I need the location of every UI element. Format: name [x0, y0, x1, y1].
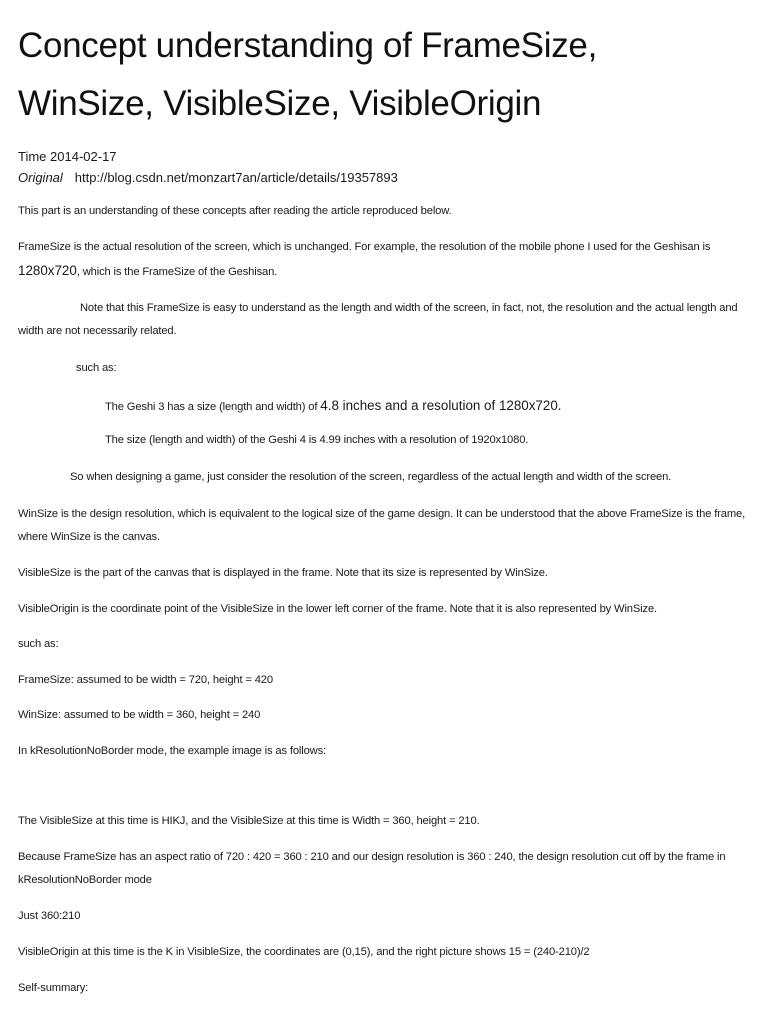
- framesize-text-a: FrameSize is the actual resolution of the screen, which is unchanged. For example, the resolution of the mobile phone I used for the Geshisan is: [18, 241, 711, 253]
- article-title-line-2: WinSize, VisibleSize, VisibleOrigin: [18, 84, 542, 123]
- paragraph-winsize-example: WinSize: assumed to be width = 360, height = 240: [18, 709, 261, 721]
- paragraph-visibleorigin: VisibleOrigin is the coordinate point of the VisibleSize in the lower left corner of the frame. Note that it is also represented by WinSize.: [18, 603, 657, 615]
- article-source: [18, 170, 398, 186]
- original-url[interactable]: http://blog.csdn.net/monzart7an/article/details/19357893: [74, 170, 398, 185]
- paragraph-such-as-2: such as:: [18, 638, 59, 650]
- paragraph-example-image-intro: In kResolutionNoBorder mode, the example image is as follows:: [18, 745, 326, 757]
- paragraph-winsize: WinSize is the design resolution, which is equivalent to the logical size of the game design. It can be understood that the above FrameSize is the frame, where WinSize is the canvas.: [18, 508, 746, 543]
- paragraph-aspect-ratio: Because FrameSize has an aspect ratio of 720 : 420 = 360 : 210 and our design resolution is 360 : 240, the design resolution cut off by the frame in kResolutionNoBorder mode: [18, 851, 726, 886]
- article-title-line-1: Concept understanding of FrameSize,: [18, 26, 597, 65]
- paragraph-visiblesize: VisibleSize is the part of the canvas that is displayed in the frame. Note that its size is represented by WinSize.: [18, 567, 548, 579]
- time-label: Time: [18, 149, 47, 164]
- framesize-text-b: , which is the FrameSize of the Geshisan.: [76, 266, 278, 278]
- paragraph-self-summary: Self-summary:: [18, 982, 89, 994]
- paragraph-visiblesize-result: The VisibleSize at this time is HIKJ, and the VisibleSize at this time is Width = 360, height = 210.: [18, 815, 480, 827]
- paragraph-framesize-note: Note that this FrameSize is easy to understand as the length and width of the screen, in fact, not, the resolution and the actual length and width are not necessarily related.: [18, 302, 738, 337]
- paragraph-geshi-4: The size (length and width) of the Geshi 4 is 4.99 inches with a resolution of 1920x1080.: [105, 434, 529, 446]
- paragraph-intro: This part is an understanding of these concepts after reading the article reproduced below.: [18, 205, 452, 217]
- paragraph-such-as-1: such as:: [76, 362, 117, 374]
- paragraph-geshi-3: [105, 394, 768, 419]
- time-value: 2014-02-17: [50, 149, 117, 164]
- geshi-3-resolution: 4.8 inches and a resolution of 1280x720.: [320, 398, 562, 413]
- paragraph-design-consideration: So when designing a game, just consider the resolution of the screen, regardless of the actual length and width of the screen.: [70, 471, 672, 483]
- paragraph-framesize-example: FrameSize: assumed to be width = 720, height = 420: [18, 674, 273, 686]
- original-label: Original: [18, 170, 63, 185]
- paragraph-visibleorigin-result: VisibleOrigin at this time is the K in VisibleSize, the coordinates are (0,15), and the right picture shows 15 = (240-210)/2: [18, 946, 590, 958]
- article-time: [18, 149, 117, 165]
- paragraph-framesize: [18, 236, 750, 284]
- paragraph-ratio: Just 360:210: [18, 910, 81, 922]
- geshi-3-text: The Geshi 3 has a size (length and width) of: [105, 401, 318, 413]
- framesize-resolution: 1280x720: [18, 263, 77, 278]
